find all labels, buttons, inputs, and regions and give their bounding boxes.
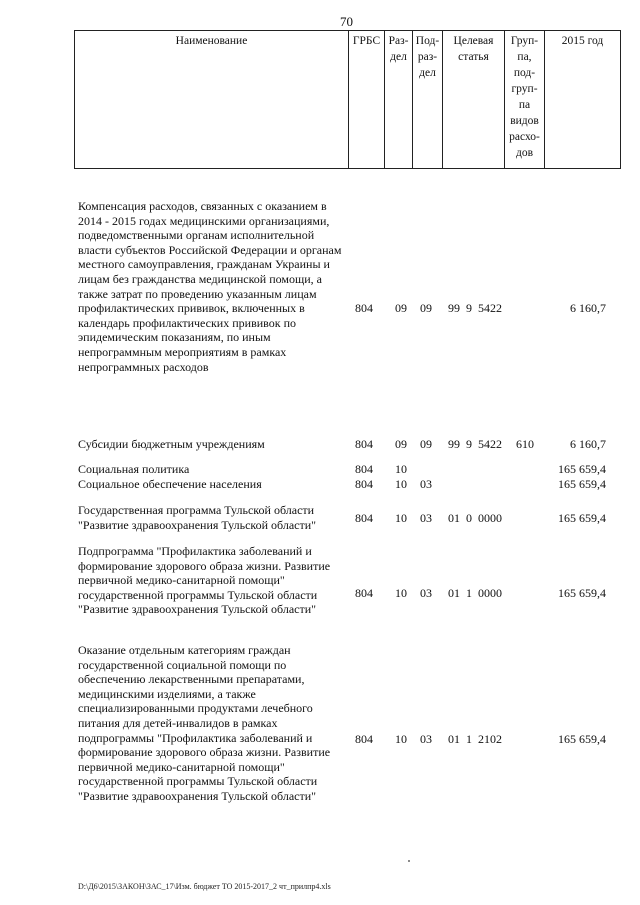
row-cel: 01 1 0000	[448, 586, 502, 600]
row-name: Компенсация расходов, связанных с оказанием в 2014 - 2015 годах медицинскими организациями, подведомственными органам исполнительной власти субъектов Российской Федерации и органам местного самоуправления, гражданам Украины и лицам без гражданства медицинской помощи, а также затрат по проведению указанным лицам профилактических прививок, включенных в календарь профилактических прививок по эпидемическим показаниям, по иным непрограммным мероприятиям в рамках непрограммных расходов	[78, 199, 342, 374]
row-razdel: 10	[395, 732, 407, 746]
row-sum: 165 659,4	[558, 732, 606, 746]
header-podrazdel: Под- раз- дел	[413, 31, 443, 169]
header-gruppa: Груп- па, под- груп- па видов расхо- дов	[505, 31, 545, 169]
row-grbs: 804	[355, 586, 373, 600]
row-grbs: 804	[355, 301, 373, 315]
row-name: Социальная политика	[78, 462, 190, 476]
row-podrazdel: 03	[420, 477, 432, 491]
header-year: 2015 год	[545, 31, 621, 169]
row-podrazdel: 09	[420, 437, 432, 451]
row-name: Подпрограмма "Профилактика заболеваний и формирование здорового образа жизни. Развитие первичной медико-санитарной помощи" государственной программы Тульской области "Развитие здравоохранения Тульской области"	[78, 544, 331, 617]
row-name: Субсидии бюджетным учреждениям	[78, 437, 265, 451]
row-sum: 165 659,4	[558, 586, 606, 600]
row-sum: 6 160,7	[570, 437, 606, 451]
row-podrazdel: 03	[420, 732, 432, 746]
row-grbs: 804	[355, 462, 373, 476]
row-sum: 165 659,4	[558, 462, 606, 476]
row-razdel: 09	[395, 301, 407, 315]
header-name: Наименование	[75, 31, 349, 169]
row-sum: 165 659,4	[558, 511, 606, 525]
row-sum: 165 659,4	[558, 477, 606, 491]
row-cel: 99 9 5422	[448, 437, 502, 451]
page-number: 70	[340, 14, 353, 29]
row-name: Государственная программа Тульской области "Развитие здравоохранения Тульской области"	[78, 503, 317, 532]
row-podrazdel: 03	[420, 511, 432, 525]
row-grbs: 804	[355, 477, 373, 491]
row-razdel: 09	[395, 437, 407, 451]
row-razdel: 10	[395, 586, 407, 600]
header-razdel: Раз- дел	[385, 31, 413, 169]
header-grbs: ГРБС	[349, 31, 385, 169]
header-cel: Целевая статья	[443, 31, 505, 169]
row-cel: 01 0 0000	[448, 511, 502, 525]
row-name: Оказание отдельным категориям граждан государственной социальной помощи по обеспечению лекарственными препаратами, медицинскими изделиями, а также специализированными продуктами лечебного питания для детей-инвалидов в рамках подпрограммы "Профилактика заболеваний и формирование здорового образа жизни. Развитие первичной медико-санитарной помощи" государственной программы Тульской области "Развитие здравоохранения Тульской области"	[78, 643, 331, 803]
row-vid: 610	[516, 437, 534, 451]
row-podrazdel: 03	[420, 586, 432, 600]
row-cel: 99 9 5422	[448, 301, 502, 315]
row-razdel: 10	[395, 477, 407, 491]
table-header	[74, 30, 621, 169]
row-razdel: 10	[395, 462, 407, 476]
row-podrazdel: 09	[420, 301, 432, 315]
row-grbs: 804	[355, 511, 373, 525]
row-razdel: 10	[395, 511, 407, 525]
row-grbs: 804	[355, 732, 373, 746]
row-sum: 6 160,7	[570, 301, 606, 315]
row-cel: 01 1 2102	[448, 732, 502, 746]
file-path-footer: D:\Д6\2015\ЗАКОН\ЗАС_17\Изм. бюджет ТО 2015-2017_2 чт_прилпр4.xls	[78, 882, 331, 891]
row-grbs: 804	[355, 437, 373, 451]
row-name: Социальное обеспечение населения	[78, 477, 262, 491]
scan-speck	[408, 860, 410, 862]
